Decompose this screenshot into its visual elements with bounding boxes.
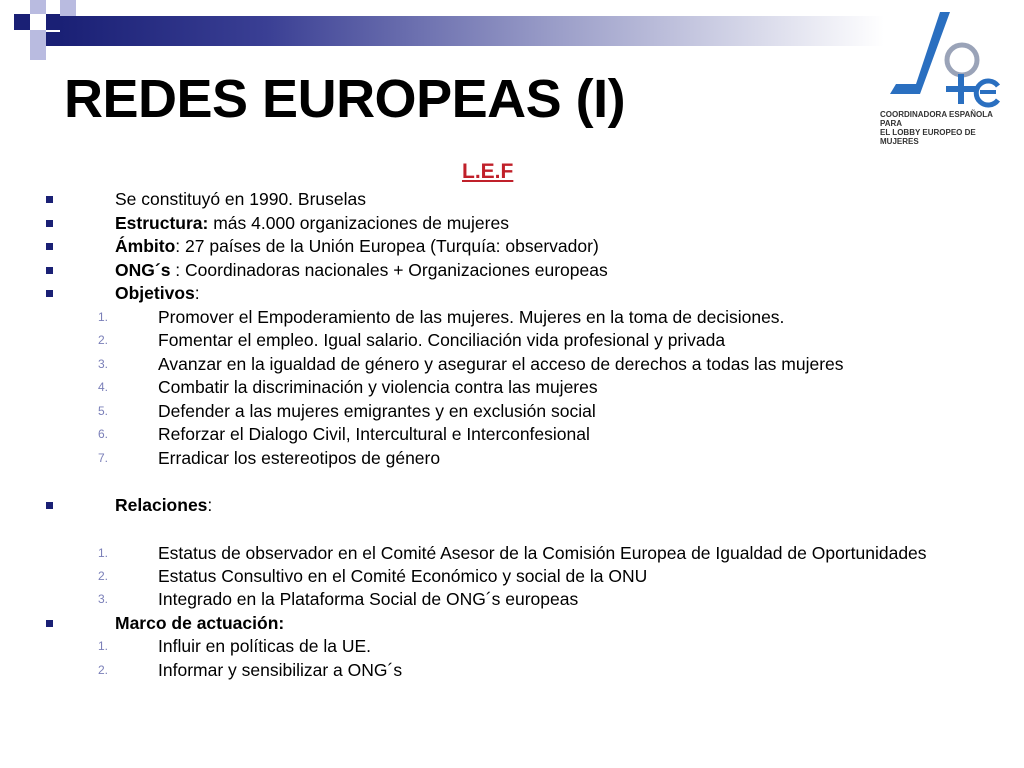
item-text: Reforzar el Dialogo Civil, Intercultural e Interconfesional [158, 424, 590, 444]
item-text: Informar y sensibilizar a ONG´s [158, 659, 403, 680]
square-bullet-icon [46, 243, 53, 250]
deco-square [14, 14, 30, 30]
bullet-item [0, 612, 1024, 636]
logo-caption-line: EL LOBBY EUROPEO DE MUJERES [880, 128, 976, 146]
bullet-label: Estructura: [115, 212, 209, 233]
bullet-text: : 27 países de la Unión Europea (Turquía: observador) [175, 236, 599, 256]
deco-square [30, 0, 46, 14]
deco-square [30, 46, 46, 60]
numbered-item [0, 447, 1024, 471]
item-number: 3. [98, 356, 109, 371]
item-number: 3. [98, 592, 109, 606]
item-number: 2. [98, 662, 109, 677]
deco-square [46, 32, 60, 46]
bullet-item [0, 259, 1024, 283]
numbered-item [0, 635, 1024, 659]
bullet-item [0, 282, 1024, 306]
square-bullet-icon [46, 290, 53, 297]
logo-caption [880, 110, 1014, 146]
numbered-item [0, 376, 1024, 400]
deco-square [60, 0, 76, 16]
item-number: 1. [98, 309, 109, 324]
item-text: Influir en políticas de la UE. [158, 636, 372, 656]
numbered-item [0, 353, 1024, 377]
square-bullet-icon [46, 220, 53, 227]
numbered-item [0, 565, 1024, 589]
item-number: 1. [98, 545, 109, 560]
page-title: REDES EUROPEAS (I) [64, 69, 626, 129]
bullet-label: ONG´s [115, 259, 171, 280]
spacer [0, 470, 1024, 494]
slide-content [0, 188, 1024, 682]
item-text: Integrado en la Plataforma Social de ONG´s europeas [158, 589, 579, 609]
bullet-text: : [207, 495, 213, 515]
numbered-item [0, 329, 1024, 353]
header-gradient-bar [60, 16, 884, 46]
square-bullet-icon [46, 620, 53, 627]
item-number: 7. [98, 450, 109, 465]
item-number: 5. [98, 403, 109, 418]
bullet-text: : [194, 283, 200, 303]
bullet-label: Marco de actuación: [115, 612, 285, 633]
item-text: Fomentar el empleo. Igual salario. Conciliación vida profesional y privada [158, 330, 726, 350]
bullet-item [0, 188, 1024, 212]
item-text: Defender a las mujeres emigrantes y en exclusión social [158, 400, 596, 421]
bullet-item [0, 212, 1024, 236]
bullet-label: Objetivos [115, 283, 195, 303]
numbered-item [0, 588, 1024, 612]
item-text: Combatir la discriminación y violencia contra las mujeres [158, 377, 598, 397]
item-text: Estatus Consultivo en el Comité Económico y social de la ONU [158, 565, 648, 586]
section-subtitle: L.E.F [462, 160, 514, 183]
item-number: 2. [98, 333, 109, 347]
deco-square [30, 30, 46, 46]
item-number: 2. [98, 568, 109, 583]
spacer [0, 518, 1024, 542]
item-number: 6. [98, 427, 109, 441]
bullet-text: Se constituyó en 1990. Bruselas [115, 189, 366, 209]
item-text: Estatus de observador en el Comité Asesor de la Comisión Europea de Igualdad de Oportunidades [158, 542, 927, 563]
bullet-text: más 4.000 organizaciones de mujeres [208, 212, 509, 233]
item-text: Promover el Empoderamiento de las mujeres. Mujeres en la toma de decisiones. [158, 306, 785, 327]
numbered-item [0, 423, 1024, 447]
numbered-item [0, 400, 1024, 424]
item-text: Avanzar en la igualdad de género y asegurar el acceso de derechos a todas las mujeres [158, 353, 844, 374]
item-number: 4. [98, 380, 109, 394]
bullet-label: Relaciones [115, 495, 208, 515]
square-bullet-icon [46, 196, 53, 203]
logo-caption-line: COORDINADORA ESPAÑOLA PARA [880, 110, 993, 128]
numbered-item [0, 659, 1024, 683]
numbered-item [0, 542, 1024, 565]
item-text: Erradicar los estereotipos de género [158, 447, 441, 468]
bullet-item [0, 235, 1024, 259]
bullet-text: : Coordinadoras nacionales + Organizaciones europeas [170, 259, 608, 280]
item-number: 1. [98, 639, 109, 653]
bullet-item [0, 494, 1024, 518]
square-bullet-icon [46, 267, 53, 274]
square-bullet-icon [46, 502, 53, 509]
numbered-item [0, 306, 1024, 330]
bullet-label: Ámbito [115, 236, 176, 256]
deco-square [46, 14, 60, 30]
